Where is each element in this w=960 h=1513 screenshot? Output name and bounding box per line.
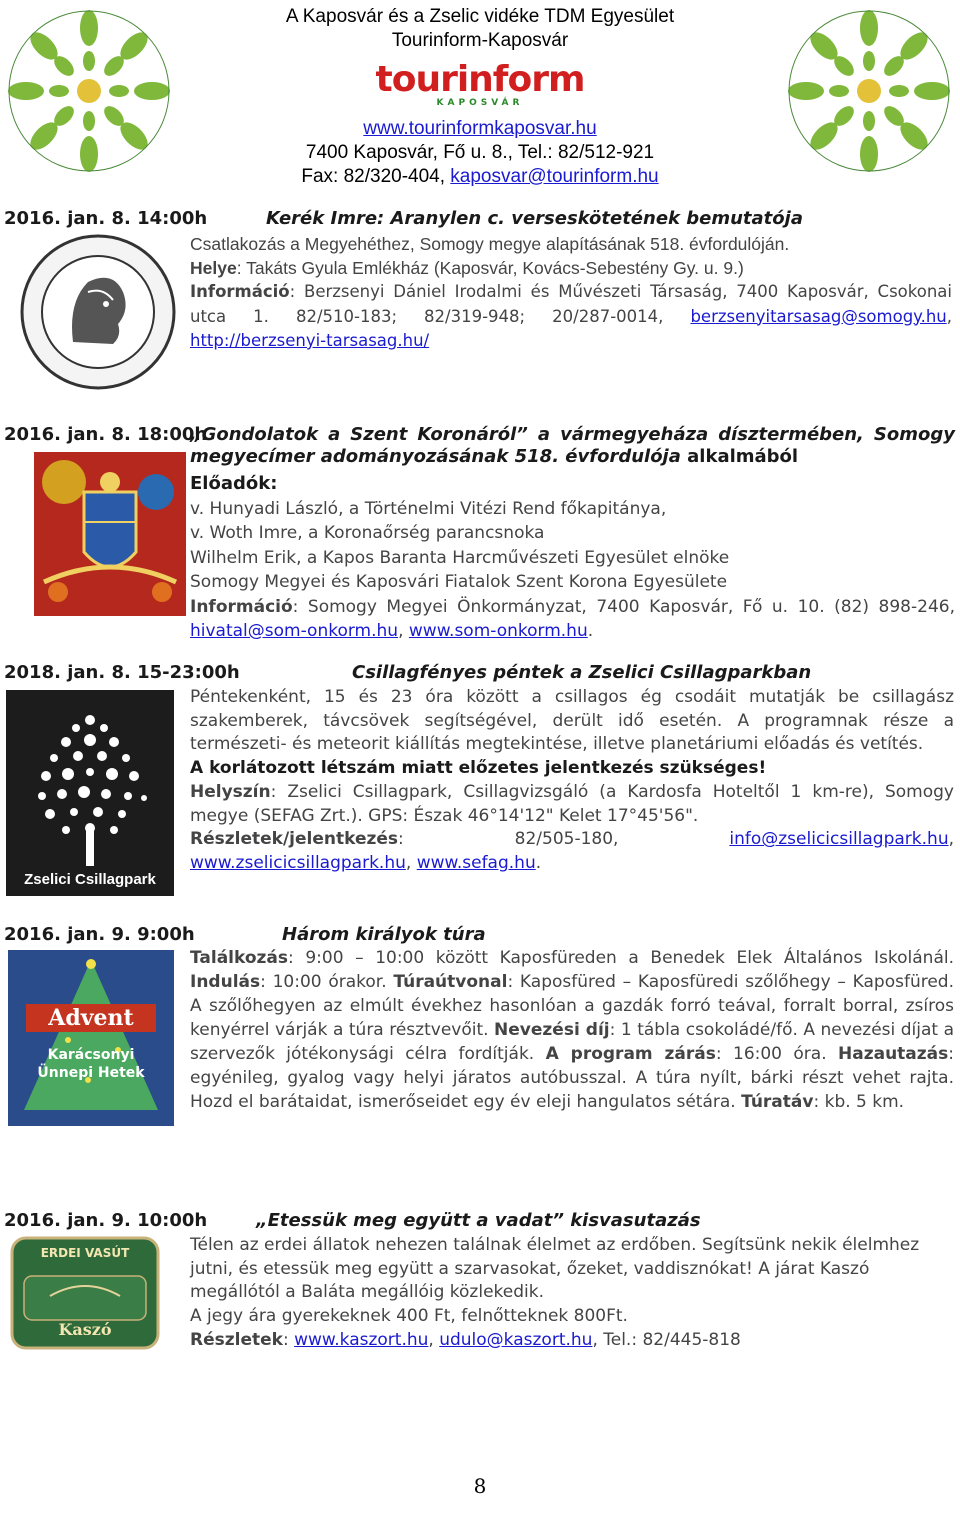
- event-4-advent-poster: [8, 950, 174, 1126]
- tourinform-logo: [368, 59, 592, 108]
- event-1-line: Csatlakozás a Megyehéthez, Somogy megye alapításának 518. évfordulóján.: [190, 234, 790, 254]
- event-2-when: 2016. jan. 8. 18:00h: [4, 424, 208, 445]
- office-fax-line: Fax: 82/320-404, kaposvar@tourinform.hu: [301, 166, 659, 187]
- event-2-speaker: Somogy Megyei és Kaposvári Fiatalok Szent Korona Egyesülete: [190, 572, 728, 592]
- event-2-title: „Gondolatok a Szent Koronáról” a vármegyeháza dísztermében, Somogy megyecímer adományozásának 518. évfordulója: [190, 424, 955, 467]
- event-1-seal-image: [18, 232, 178, 392]
- event-2-speaker: v. Hunyadi László, a Történelmi Vitézi Rend főkapitánya,: [190, 498, 667, 519]
- office-email-link[interactable]: kaposvar@tourinform.hu: [450, 166, 659, 187]
- event-5-text: Télen az erdei állatok nehezen találnak élelmet az erdőben. Segítsünk nekik élelmhez jutni, és etessük meg együtt a szarvasokat, őzeket, vaddisznókat! A járat Kaszó megállótól a Baláta megállóig közlekedik.: [190, 1235, 920, 1303]
- event-5-body: Télen az erdei állatok nehezen találnak élelmet az erdőben. Segítsünk nekik élelmhez jutni, és etessük meg együtt a szarvasokat, őzeket, vaddisznókat! A járat Kaszó megállótól a Baláta megállóig közlekedik. A jegy ára gyerekeknek 400 Ft, felnőtteknek 800Ft. Részletek: www.kaszort.hu, udulo@kaszort.hu, Tel.: 82/445-818: [190, 1234, 954, 1353]
- event-1-heading: [4, 208, 803, 230]
- event-2-info-label: Információ: [190, 596, 293, 617]
- event-5-heading: [4, 1210, 701, 1232]
- event-4-fee-label: Nevezési díj: [494, 1020, 610, 1040]
- event-3-starpark-image: [6, 690, 174, 896]
- event-5-railway-badge: [10, 1236, 160, 1350]
- page-number: 8: [473, 1474, 487, 1498]
- tourinform-website-link[interactable]: www.tourinformkaposvar.hu: [363, 118, 597, 139]
- event-3-heading: [4, 662, 812, 684]
- event-3-when: 2018. jan. 8. 15-23:00h: [4, 662, 240, 683]
- event-2-web-link[interactable]: www.som-onkorm.hu: [408, 621, 588, 641]
- event-2-email-link[interactable]: hivatal@som-onkorm.hu: [190, 621, 399, 641]
- event-5-badge-top: ERDEI VASÚT: [40, 1246, 130, 1260]
- event-1-email-link[interactable]: berzsenyitarsasag@somogy.hu: [690, 306, 947, 326]
- event-1-web-link[interactable]: http://berzsenyi-tarsasag.hu/: [190, 331, 430, 350]
- event-4-dist-label: Túratáv: [741, 1092, 814, 1112]
- event-5-when: 2016. jan. 9. 10:00h: [4, 1210, 208, 1231]
- event-4-poster-top: Advent: [26, 1004, 156, 1032]
- event-2-title-suffix: alkalmából: [680, 446, 799, 467]
- event-4-heading: [4, 924, 486, 946]
- event-4-route-label: Túraútvonal: [393, 972, 508, 992]
- event-3-image-caption: Zselici Csillagpark: [24, 871, 156, 888]
- event-3-text: Péntekenként, 15 és 23 óra között a csillagos ég csodáit mutatják be csillagász szakemberek, távcsövek segítségével, derült idő esetén. A programnak része a természeti- és meteorit kiállítás megtekintése, illetve planetáriumi előadás és vetítés.: [190, 687, 954, 755]
- event-3-title: Csillagfényes péntek a Zselici Csillagparkban: [352, 662, 812, 683]
- event-5-email-link[interactable]: udulo@kaszort.hu: [439, 1329, 593, 1350]
- star-tree-icon: [6, 690, 174, 896]
- event-4-close-label: A program zárás: [545, 1044, 716, 1064]
- event-1-when: 2016. jan. 8. 14:00h: [4, 208, 208, 229]
- event-4-title: Három királyok túra: [282, 924, 486, 945]
- event-4-when: 2016. jan. 9. 9:00h: [4, 924, 195, 945]
- event-5-web-link[interactable]: www.kaszort.hu: [294, 1329, 429, 1350]
- event-1-helye-label: Helye: [190, 258, 237, 278]
- event-3-warning: A korlátozott létszám miatt előzetes jelentkezés szükséges!: [190, 758, 767, 779]
- event-2-title-block: [190, 424, 955, 468]
- event-5-price: A jegy ára gyerekeknek 400 Ft, felnőtteknek 800Ft.: [190, 1306, 628, 1327]
- event-5-details-label: Részletek: [190, 1329, 283, 1350]
- event-2-body: Előadók: v. Hunyadi László, a Történelmi Vitézi Rend főkapitánya, v. Woth Imre, a Koronaőrség parancsnoka Wilhelm Erik, a Kapos Baranta Harcművészeti Egyesület elnöke Somogy Megyei és Kaposvári Fiatalok Szent Korona Egyesülete Információ: Somogy Megyei Önkormányzat, 7400 Kaposvár, Fő u. 10. (82) 898-246, hivatal@som-onkorm.hu, www.som-onkorm.hu.: [190, 473, 955, 641]
- event-5-badge-bottom: Kaszó: [58, 1320, 112, 1339]
- coat-of-arms-icon: [34, 452, 186, 616]
- tourinform-logo-word: tourinform: [375, 59, 585, 100]
- event-5-title: „Etessük meg együtt a vadat” kisvasutazás: [256, 1210, 701, 1231]
- event-1-info: Információ: Berzsenyi Dániel Irodalmi és Művészeti Társaság, 7400 Kaposvár, Csokonai utca 1. 82/510-183; 82/319-948; 20/287-0014, berzsenyitarsasag@somogy.hu, http://berzsenyi-tarsasag.hu/: [190, 282, 952, 350]
- event-2-coat-of-arms-image: [34, 452, 186, 616]
- event-3-place-label: Helyszín: [190, 781, 271, 802]
- event-2-speaker: v. Woth Imre, a Koronaőrség parancsnoka: [190, 523, 545, 543]
- event-1-title: Kerék Imre: Aranylen c. verseskötetének bemutatója: [266, 208, 803, 229]
- event-3-sefag-link[interactable]: www.sefag.hu: [416, 852, 536, 873]
- event-4-poster-bottom: Karácsonyi Ünnepi Hetek: [37, 1047, 145, 1081]
- event-2-speaker: Wilhelm Erik, a Kapos Baranta Harcművészeti Egyesület elnöke: [190, 547, 730, 568]
- event-4-body: Találkozás: 9:00 – 10:00 között Kaposfüreden a Benedek Elek Általános Iskolánál. Indulás: 10:00 órakor. Túraútvonal: Kaposfüred – Kaposfüredi szőlőhegy – Kaposfüred. A szőlőhegyen az elmúlt évekhez hasonlóan a gazdák forró teával, forralt borral, zsíros kenyérrel várják a túra résztvevőit. Nevezési díj: 1 tábla csokoládé/fő. A nevezési díjat a szervezők jótékonysági célra fordítják. A program zárás: 16:00 óra. Hazautazás: egyénileg, gyalog vagy helyi járatos autóbusszal. A túra nyílt, bárki részt vehet rajta. Hozd el barátaidat, ismerőseidet egy év eleji hangulatos sétára. Túratáv: kb. 5 km.: [190, 948, 955, 1112]
- event-4-start-label: Indulás: [190, 972, 261, 992]
- event-1-body: Csatlakozás a Megyehéthez, Somogy megye alapításának 518. évfordulóján. Helye: Takáts Gyula Emlékház (Kaposvár, Kovács-Sebestény Gy. u. 9.): [190, 232, 952, 280]
- event-4-meet-label: Találkozás: [190, 948, 289, 968]
- tourinform-logo-sub: KAPOSVÁR: [436, 98, 524, 108]
- office-name: Tourinform-Kaposvár: [391, 30, 569, 51]
- office-address: 7400 Kaposvár, Fő u. 8., Tel.: 82/512-921: [305, 142, 655, 163]
- event-3-web-link[interactable]: www.zselicicsillagpark.hu: [190, 852, 406, 873]
- event-3-body: Péntekenként, 15 és 23 óra között a csillagos ég csodáit mutatják be csillagász szakemberek, távcsövek segítségével, derült idő esetén. A programnak része a természeti- és meteorit kiállítás megtekintése, illetve planetáriumi előadás és vetítés. A korlátozott létszám miatt előzetes jelentkezés szükséges! Helyszín: Zselici Csillagpark, Csillagvizsgáló (a Kardosfa Hoteltől 1 km-re), Somogy megye (SEFAG Zrt.). GPS: Észak 46°14'12" Kelet 17°45'56". Részletek/jelentkezés: 82/505-180, info@zselicicsillagpark.hu, www.zselicicsillagpark.hu, www.sefag.hu.: [190, 687, 954, 873]
- event-1-info-label: Információ: [190, 282, 290, 301]
- event-3-details-label: Részletek/jelentkezés: [190, 829, 399, 850]
- org-name: A Kaposvár és a Zselic vidéke TDM Egyesület: [285, 6, 675, 27]
- portrait-seal-icon: [18, 232, 178, 392]
- event-2-speakers-label: Előadók:: [190, 473, 278, 494]
- christmas-tree-icon: [8, 950, 174, 1126]
- event-4-return-label: Hazautazás: [838, 1044, 949, 1064]
- event-3-email-link[interactable]: info@zselicicsillagpark.hu: [729, 829, 949, 850]
